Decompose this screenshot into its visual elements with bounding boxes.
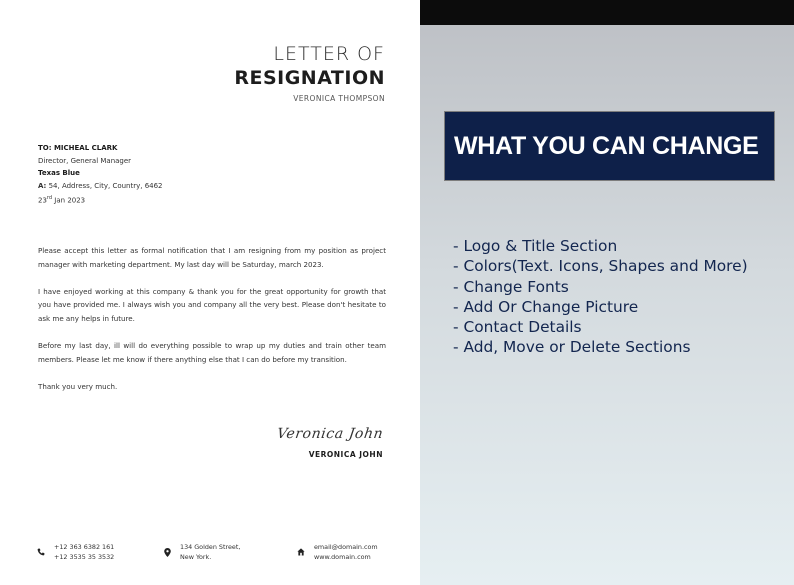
letter-title-line2: RESIGNATION — [234, 67, 385, 89]
recipient-company: Texas Blue — [38, 169, 80, 178]
phone-2: +12 3535 35 3532 — [54, 553, 115, 561]
feature-item: - Change Fonts — [453, 277, 569, 296]
letter-title-line1: LETTER OF — [273, 43, 385, 65]
phone-1: +12 363 6382 161 — [54, 543, 115, 551]
home-icon — [296, 547, 306, 557]
feature-item: - Add, Move or Delete Sections — [453, 338, 691, 357]
feature-item: - Contact Details — [453, 318, 582, 337]
location-pin-icon — [162, 547, 172, 557]
email[interactable]: email@domain.com — [314, 543, 378, 551]
web-contact — [314, 542, 378, 562]
footer-web — [296, 542, 378, 562]
body-paragraph: Please accept this letter as formal notification that I am resigning from my position as project manager with marketing department. My last day will be Saturday, march 2023. — [38, 246, 386, 269]
letter-title-block — [234, 43, 385, 103]
address-value: 54, Address, City, Country, 6462 — [46, 181, 163, 190]
body-paragraph: Before my last day, ill will do everything possible to wrap up my duties and train other team members. Please let me know if there anything else that I can do before my transition. — [38, 341, 386, 364]
address-line-1: 134 Golden Street, — [180, 543, 241, 551]
footer-address — [162, 542, 240, 562]
feature-item: - Colors(Text. Icons, Shapes and More) — [453, 257, 748, 276]
feature-item: - Logo & Title Section — [453, 237, 618, 255]
letter-footer — [0, 542, 420, 572]
feature-item: - Add Or Change Picture — [453, 297, 639, 316]
body-paragraph: I have enjoyed working at this company & thank you for the great opportunity for growth that you have provided me. I always wish you and company all the very best. Please don't hesitate to ask me any helps in future. — [38, 286, 386, 323]
panel-heading: WHAT YOU CAN CHANGE — [454, 131, 759, 160]
author-name: VERONICA THOMPSON — [293, 94, 385, 103]
signature-block — [277, 424, 383, 459]
footer-phone — [36, 542, 114, 562]
date-day: 23 — [38, 196, 47, 205]
recipient-block — [38, 142, 163, 207]
recipient-position: Director, General Manager — [38, 156, 132, 165]
letter-date — [38, 192, 163, 207]
closing-line: Thank you very much. — [38, 381, 118, 391]
website[interactable]: www.domain.com — [314, 553, 371, 561]
signature-name: VERONICA JOHN — [308, 450, 383, 459]
heading-box — [444, 111, 775, 181]
recipient-to: TO: MICHEAL CLARK — [38, 144, 118, 152]
letter-body — [38, 244, 386, 407]
feature-list — [453, 236, 748, 358]
address-label: A: — [38, 181, 47, 190]
phone-numbers — [54, 542, 114, 562]
features-panel — [420, 0, 794, 585]
phone-icon — [36, 547, 46, 557]
recipient-address — [38, 180, 163, 193]
street-address — [180, 542, 240, 562]
address-line-2: New York. — [180, 553, 212, 561]
date-rest: Jan 2023 — [52, 196, 86, 205]
panel-top-bar — [420, 0, 794, 25]
date-suffix: rd — [46, 195, 53, 202]
signature-script: Veronica John — [275, 426, 385, 442]
